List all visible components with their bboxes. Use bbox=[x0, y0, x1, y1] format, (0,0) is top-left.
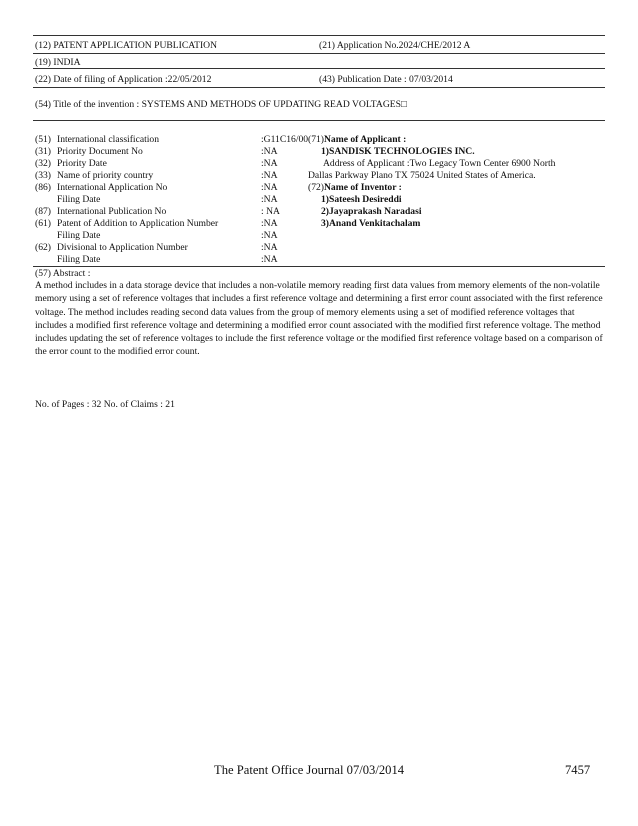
header-rule-1 bbox=[33, 53, 605, 54]
biblio-row bbox=[35, 146, 143, 158]
biblio-value: :NA bbox=[261, 242, 278, 253]
biblio-rule bbox=[33, 266, 605, 267]
biblio-row bbox=[35, 254, 100, 266]
abstract-heading: (57) Abstract : bbox=[35, 268, 91, 279]
publication-type: (12) PATENT APPLICATION PUBLICATION bbox=[35, 40, 218, 51]
biblio-value: :NA bbox=[261, 230, 278, 241]
biblio-label: Filing Date bbox=[57, 194, 101, 205]
applicant-heading-text: Name of Applicant : bbox=[323, 134, 407, 145]
page-number: 7457 bbox=[565, 763, 591, 777]
inventor-name: 3)Anand Venkitachalam bbox=[321, 218, 421, 229]
inventor-name: 2)Jayaprakash Naradasi bbox=[321, 206, 422, 217]
inventor-heading-text: Name of Inventor : bbox=[323, 182, 402, 193]
top-rule bbox=[33, 35, 605, 36]
biblio-code: (61) bbox=[35, 218, 51, 229]
application-number: (21) Application No.2024/CHE/2012 A bbox=[319, 40, 471, 51]
biblio-row bbox=[35, 230, 100, 242]
biblio-value: :NA bbox=[261, 170, 278, 181]
biblio-value: :NA bbox=[261, 158, 278, 169]
applicant-name: 1)SANDISK TECHNOLOGIES INC. bbox=[321, 146, 475, 157]
biblio-row bbox=[35, 242, 188, 254]
biblio-label: Priority Document No bbox=[57, 146, 143, 157]
biblio-code: (32) bbox=[35, 158, 51, 169]
biblio-label: Name of priority country bbox=[57, 170, 154, 181]
biblio-label: Divisional to Application Number bbox=[57, 242, 188, 253]
biblio-value: :NA bbox=[261, 254, 278, 265]
header-rule-3 bbox=[33, 87, 605, 88]
abstract-body: A method includes in a data storage device that includes a non-volatile memory reading first data values from memory elements of the non-volatile memory using a set of reference voltages that includes a first reference voltage and determining a first error count associated with the first reference voltage. The method includes reading second data values from the group of memory elements using a set of modified reference voltages that includes a modified first reference voltage and determining a modified error count associated with the modified first reference voltage. The method includes updating the set of reference voltages to include the first reference voltage or the modified first reference voltage based on a comparison of the error count to the modified error count. bbox=[35, 280, 603, 358]
biblio-code: (51) bbox=[35, 134, 51, 145]
inventor-name: 1)Sateesh Desireddi bbox=[321, 194, 402, 205]
applicant-address-line-1: Address of Applicant :Two Legacy Town Center 6900 North bbox=[323, 158, 556, 169]
invention-title bbox=[35, 99, 407, 111]
filing-date: (22) Date of filing of Application :22/05/2012 bbox=[35, 74, 212, 85]
biblio-row bbox=[35, 134, 159, 146]
page-claim-counts: No. of Pages : 32 No. of Claims : 21 bbox=[35, 399, 175, 410]
title-missing-glyph: □ bbox=[400, 99, 407, 110]
biblio-code: (86) bbox=[35, 182, 51, 193]
biblio-label: Patent of Addition to Application Number bbox=[57, 218, 219, 229]
biblio-row bbox=[35, 194, 100, 206]
biblio-value: :NA bbox=[261, 194, 278, 205]
biblio-value: : NA bbox=[261, 206, 280, 217]
biblio-row bbox=[35, 182, 167, 194]
inventor-heading bbox=[308, 182, 402, 194]
biblio-row bbox=[35, 206, 166, 218]
invention-title-text: (54) Title of the invention : SYSTEMS AND METHODS OF UPDATING READ VOLTAGES bbox=[35, 99, 401, 110]
biblio-label: International Publication No bbox=[57, 206, 167, 217]
applicant-heading bbox=[308, 134, 406, 146]
applicant-code: (71) bbox=[308, 134, 324, 145]
publication-date: (43) Publication Date : 07/03/2014 bbox=[319, 74, 453, 85]
journal-footer: The Patent Office Journal 07/03/2014 bbox=[214, 763, 405, 777]
biblio-value: :NA bbox=[261, 218, 278, 229]
header-rule-2 bbox=[33, 68, 605, 69]
biblio-label: Filing Date bbox=[57, 254, 101, 265]
country: (19) INDIA bbox=[35, 57, 81, 68]
biblio-label: Priority Date bbox=[57, 158, 107, 169]
biblio-row bbox=[35, 170, 153, 182]
biblio-label: International Application No bbox=[57, 182, 168, 193]
biblio-code: (31) bbox=[35, 146, 51, 157]
biblio-code: (87) bbox=[35, 206, 51, 217]
inventor-code: (72) bbox=[308, 182, 324, 193]
biblio-label: Filing Date bbox=[57, 230, 101, 241]
biblio-value: :G11C16/00 bbox=[261, 134, 309, 145]
biblio-row bbox=[35, 158, 107, 170]
title-rule bbox=[33, 120, 605, 121]
biblio-label: International classification bbox=[57, 134, 160, 145]
biblio-row bbox=[35, 218, 218, 230]
biblio-code: (33) bbox=[35, 170, 51, 181]
biblio-value: :NA bbox=[261, 146, 278, 157]
applicant-address-line-2: Dallas Parkway Plano TX 75024 United States of America. bbox=[308, 170, 536, 181]
biblio-code: (62) bbox=[35, 242, 51, 253]
biblio-value: :NA bbox=[261, 182, 278, 193]
